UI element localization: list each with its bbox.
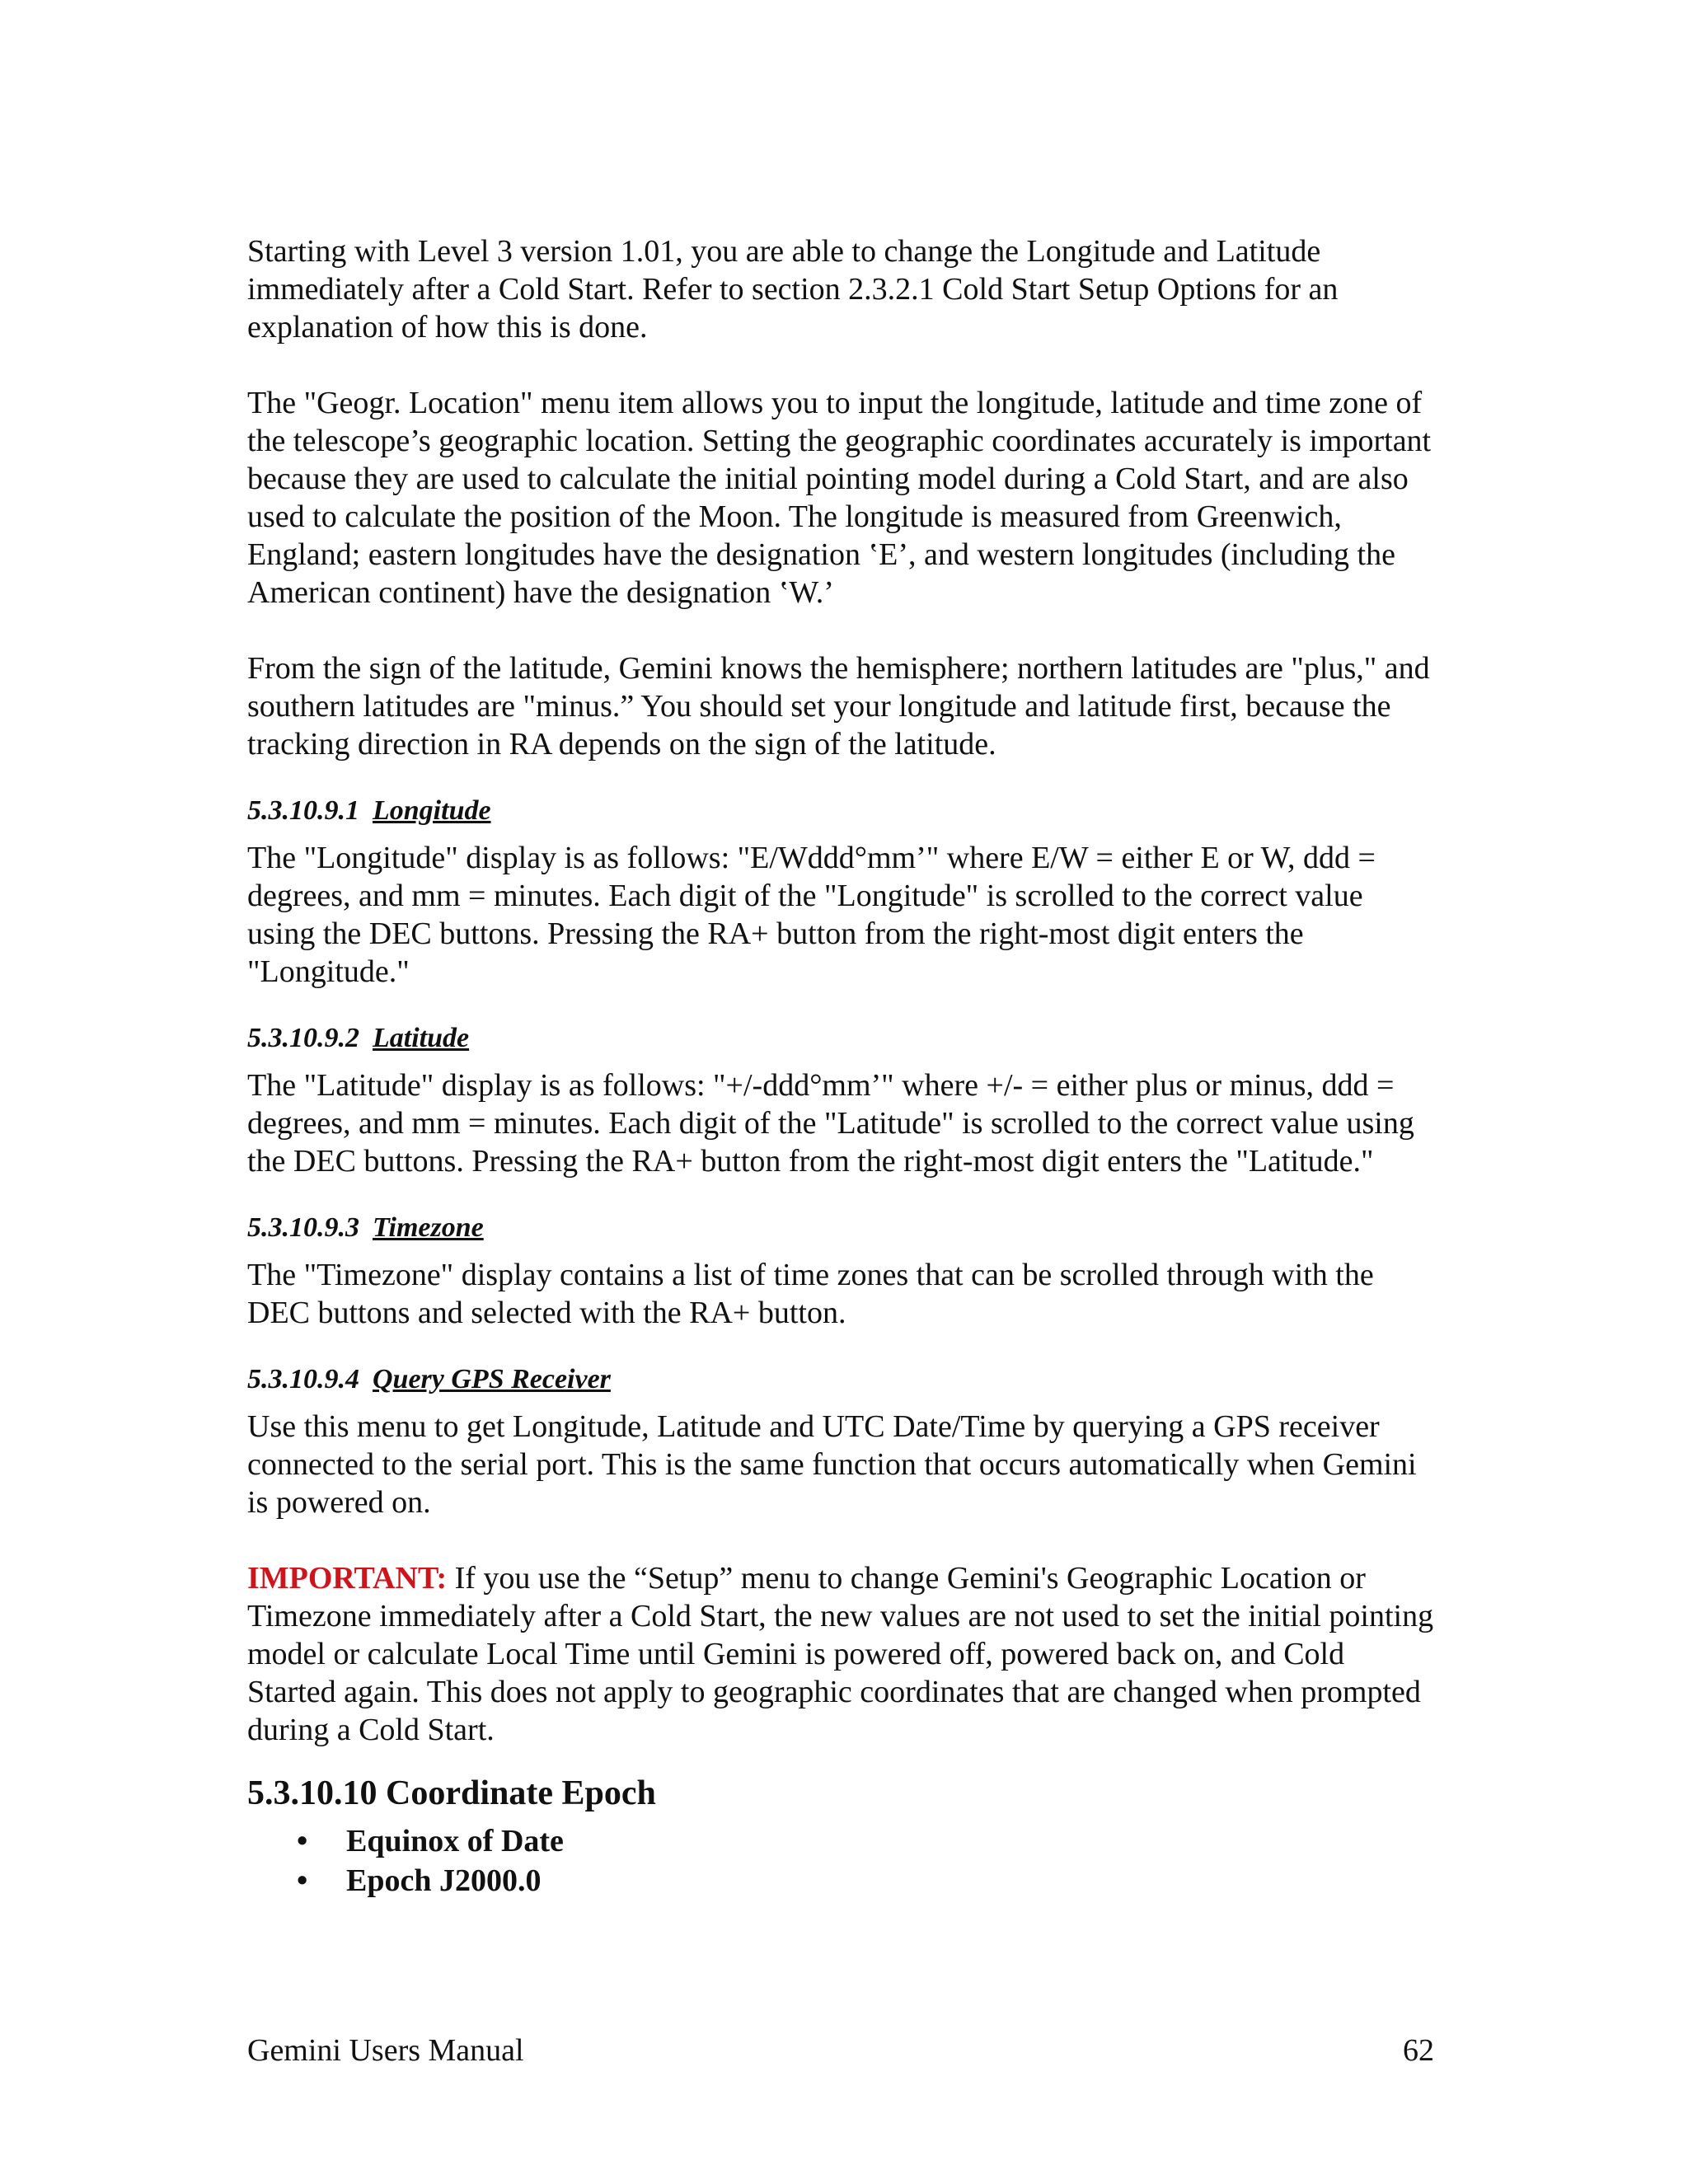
- latitude-sign-paragraph: From the sign of the latitude, Gemini knows the hemisphere; northern latitudes are "plus," and southern latitudes are "minus.” You should set your longitude and latitude first, because the tracking direction in RA depends on the sign of the latitude.: [247, 651, 1430, 762]
- list-item: [297, 1861, 1434, 1900]
- subsection-number: 5.3.10.9.1: [247, 795, 359, 826]
- subsection-title: Latitude: [373, 1023, 470, 1053]
- subsection-number: 5.3.10.9.4: [247, 1364, 359, 1394]
- list-item-label: Equinox of Date: [346, 1824, 564, 1858]
- intro-paragraph: Starting with Level 3 version 1.01, you are able to change the Longitude and Latitude immediately after a Cold Start. Refer to section 2.3.2.1 Cold Start Setup Options for an explanation of how this is done.: [247, 234, 1339, 344]
- section-heading-coordinate-epoch: 5.3.10.10 Coordinate Epoch: [247, 1774, 656, 1812]
- subsection-heading-timezone: [247, 1210, 1434, 1246]
- important-label: IMPORTANT:: [247, 1561, 448, 1596]
- page-number: 62: [1403, 2033, 1434, 2068]
- geogr-location-paragraph: The "Geogr. Location" menu item allows you to input the longitude, latitude and time zone of the telescope’s geographic location. Setting the geographic coordinates accurately is important because they are used to calculate the initial pointing model during a Cold Start, and are also used to calculate the position of the Moon. The longitude is measured from Greenwich, England; eastern longitudes have the designation ‛E’, and western longitudes (including the American continent) have the designation ‛W.’: [247, 386, 1432, 610]
- subsection-title: Query GPS Receiver: [373, 1364, 611, 1394]
- important-text: If you use the “Setup” menu to change Gemini's Geographic Location or Timezone immediately after a Cold Start, the new values are not used to set the initial pointing model or calculate Local Time until Gemini is powered off, powered back on, and Cold Started again. This does not apply to geographic coordinates that are changed when prompted during a Cold Start.: [247, 1561, 1434, 1747]
- document-page: [247, 232, 1434, 1900]
- timezone-paragraph: The "Timezone" display contains a list of time zones that can be scrolled through with the DEC buttons and selected with the RA+ button.: [247, 1258, 1374, 1330]
- bullet-icon: •: [297, 1863, 308, 1898]
- epoch-options-list: [247, 1821, 1434, 1900]
- list-item: [297, 1821, 1434, 1861]
- footer-title: Gemini Users Manual: [247, 2033, 524, 2068]
- subsection-title: Timezone: [373, 1212, 484, 1243]
- subsection-heading-longitude: [247, 793, 1434, 829]
- list-item-label: Epoch J2000.0: [346, 1863, 542, 1898]
- subsection-number: 5.3.10.9.3: [247, 1212, 359, 1243]
- subsection-title: Longitude: [373, 795, 491, 826]
- page-footer: [247, 2032, 1434, 2069]
- gps-paragraph: Use this menu to get Longitude, Latitude and UTC Date/Time by querying a GPS receiver connected to the serial port. This is the same function that occurs automatically when Gemini is powered on.: [247, 1409, 1417, 1520]
- subsection-heading-latitude: [247, 1020, 1434, 1057]
- subsection-number: 5.3.10.9.2: [247, 1023, 359, 1053]
- subsection-heading-gps: [247, 1361, 1434, 1398]
- longitude-paragraph: The "Longitude" display is as follows: "E/Wddd°mm’" where E/W = either E or W, ddd = degrees, and mm = minutes. Each digit of the "Longitude" is scrolled to the correct value using the DEC buttons. Pressing the RA+ button from the right-most digit enters the "Longitude.": [247, 841, 1376, 989]
- bullet-icon: •: [297, 1824, 308, 1858]
- latitude-paragraph: The "Latitude" display is as follows: "+/-ddd°mm’" where +/- = either plus or minus, ddd = degrees, and mm = minutes. Each digit of the "Latitude" is scrolled to the correct value using the DEC buttons. Pressing the RA+ button from the right-most digit enters the "Latitude.": [247, 1068, 1414, 1179]
- important-note: [247, 1559, 1434, 1749]
